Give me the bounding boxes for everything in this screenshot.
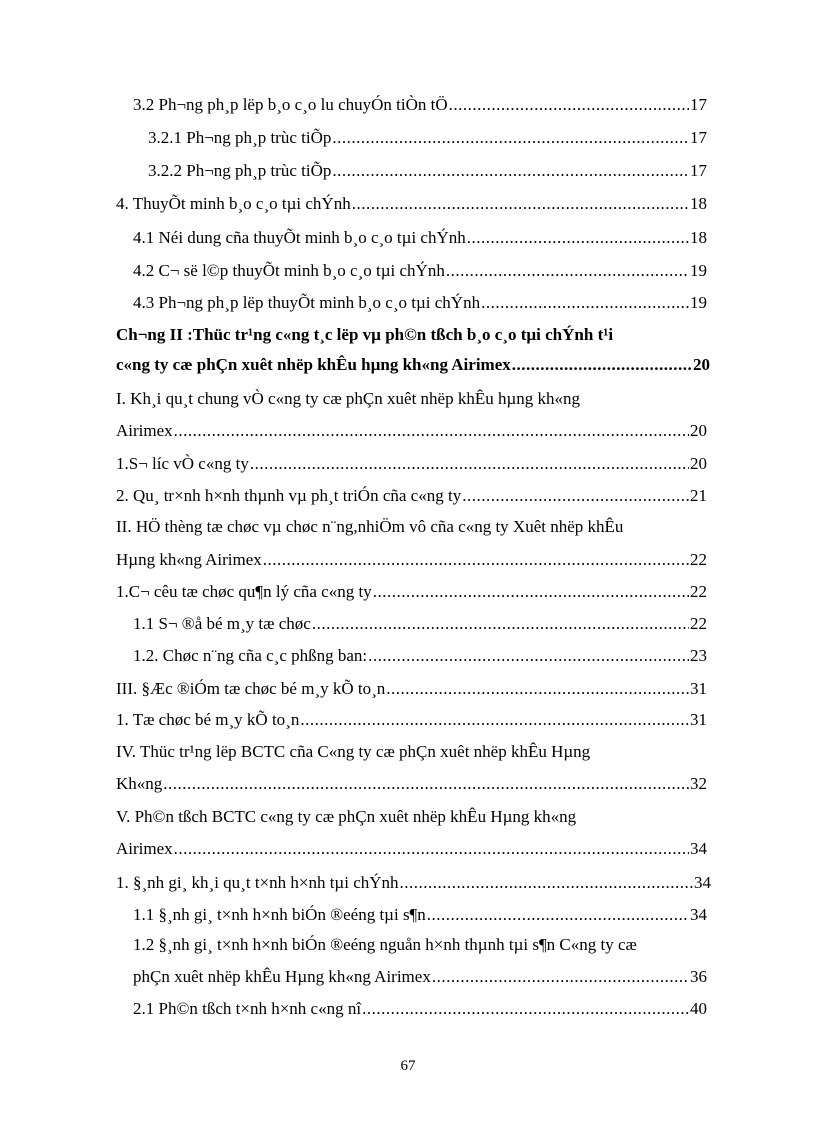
toc-entry (148, 127, 707, 149)
dot-leader (449, 94, 689, 116)
toc-entry-title: Hµng kh«ng Airimex (116, 550, 262, 569)
toc-entry-title: 1.S¬ líc vÒ c«ng ty (116, 454, 249, 473)
toc-entry-title: I. Kh¸i qu¸t chung vÒ c«ng ty cæ phÇn xuêt nhëp khÊu hµng kh«ng (116, 389, 581, 408)
toc-entry-title: 2.1 Ph©n tßch t×nh h×nh c«ng nî (133, 999, 362, 1018)
dot-leader (427, 904, 689, 926)
dot-leader (174, 838, 689, 860)
dot-leader (263, 549, 689, 571)
toc-entry-page: 32 (690, 774, 707, 793)
toc-entry-title: 1. Tæ chøc bé m¸y kÕ to¸n (116, 710, 300, 729)
toc-entry (116, 388, 580, 410)
toc-entry (133, 645, 707, 667)
dot-leader (332, 127, 689, 149)
toc-entry-title: Airimex (116, 839, 173, 858)
toc-entry (116, 549, 707, 571)
toc-entry-page: 31 (690, 679, 707, 698)
page-number: 67 (400, 1058, 416, 1074)
toc-entry-title: 1.C¬ cêu tæ chøc qu¶n lý cña c«ng ty (116, 582, 372, 601)
toc-entry (116, 806, 576, 828)
toc-entry (116, 485, 707, 507)
toc-entry-title: Ch¬ng II :Thüc tr¹ng c«ng t¸c lëp vµ ph©n tßch b¸o c¸o tµi chÝnh t¹i (116, 325, 614, 344)
toc-entry-title: 4. ThuyÕt minh b¸o c¸o tµi chÝnh (116, 194, 351, 213)
toc-entry-page: 34 (690, 905, 707, 924)
toc-entry-title: 1.1 §¸nh gi¸ t×nh h×nh biÓn ®eéng tµi s¶n (133, 905, 426, 924)
toc-entry (133, 904, 707, 926)
toc-entry-page: 22 (690, 614, 707, 633)
toc-entry-page: 19 (690, 293, 707, 312)
dot-leader (512, 354, 692, 376)
toc-entry-page: 18 (690, 194, 707, 213)
toc-entry (116, 453, 707, 475)
toc-entry (148, 160, 707, 182)
dot-leader (400, 872, 693, 894)
dot-leader (373, 581, 689, 603)
toc-entry (133, 934, 637, 956)
toc-entry-page: 34 (690, 839, 707, 858)
toc-entry (116, 354, 710, 376)
toc-entry (133, 260, 707, 282)
toc-entry-title: 2. Qu¸ tr×nh h×nh thµnh vµ ph¸t triÓn cña c«ng ty (116, 486, 462, 505)
dot-leader (462, 485, 689, 507)
dot-leader (352, 193, 689, 215)
toc-entry-title: 3.2.2 Ph¬ng ph¸p trùc tiÕp (148, 161, 332, 180)
dot-leader (300, 709, 689, 731)
toc-entry-title: 1.2. Chøc n¨ng cña c¸c phßng ban: (133, 646, 368, 665)
toc-entry (133, 227, 707, 249)
toc-entry (116, 516, 623, 538)
toc-entry (133, 613, 707, 635)
toc-entry-title: 1.2 §¸nh gi¸ t×nh h×nh biÓn ®eéng nguån h×nh thµnh tµi s¶n C«ng ty cæ (133, 935, 637, 954)
toc-entry-title: Kh«ng (116, 774, 163, 793)
toc-entry-title: IV. Thüc tr¹ng lëp BCTC cña C«ng ty cæ phÇn xuêt nhëp khÊu Hµng (116, 742, 591, 761)
toc-entry-page: 23 (690, 646, 707, 665)
dot-leader (332, 160, 689, 182)
dot-leader (432, 966, 689, 988)
dot-leader (368, 645, 689, 667)
toc-entry-title: c«ng ty cæ phÇn xuêt nhëp khÊu hµng kh«ng Airimex (116, 355, 511, 374)
toc-entry (116, 193, 707, 215)
toc-entry (116, 741, 590, 763)
toc-entry-page: 17 (690, 161, 707, 180)
toc-entry-page: 36 (690, 967, 707, 986)
dot-leader (362, 998, 689, 1020)
toc-entry-page: 20 (690, 421, 707, 440)
toc-entry (116, 581, 707, 603)
toc-entry-page: 31 (690, 710, 707, 729)
dot-leader (481, 292, 689, 314)
toc-entry-page: 22 (690, 582, 707, 601)
dot-leader (467, 227, 689, 249)
toc-entry (116, 838, 707, 860)
toc-entry (133, 292, 707, 314)
toc-entry-title: 4.1 Néi dung cña thuyÕt minh b¸o c¸o tµi chÝnh (133, 228, 466, 247)
toc-entry (133, 966, 707, 988)
toc-entry-title: 4.2 C¬ së l©p thuyÕt minh b¸o c¸o tµi chÝnh (133, 261, 445, 280)
dot-leader (312, 613, 689, 635)
toc-entry-page: 17 (690, 128, 707, 147)
toc-entry-title: Airimex (116, 421, 173, 440)
toc-entry-page: 34 (694, 873, 711, 892)
toc-entry (116, 324, 613, 346)
toc-entry-title: 3.2 Ph¬ng ph¸p lëp b¸o c¸o lu chuyÓn tiÒn tÖ (133, 95, 448, 114)
toc-entry (133, 94, 707, 116)
toc-entry-title: 1. §¸nh gi¸ kh¸i qu¸t t×nh h×nh tµi chÝnh (116, 873, 399, 892)
toc-entry-page: 18 (690, 228, 707, 247)
toc-entry-page: 21 (690, 486, 707, 505)
dot-leader (174, 420, 689, 442)
toc-entry-page: 20 (693, 355, 710, 374)
toc-entry-page: 40 (690, 999, 707, 1018)
dot-leader (250, 453, 689, 475)
toc-entry (116, 678, 707, 700)
toc-entry (116, 420, 707, 442)
toc-entry-title: 3.2.1 Ph¬ng ph¸p trùc tiÕp (148, 128, 332, 147)
toc-entry-page: 22 (690, 550, 707, 569)
toc-entry (116, 709, 707, 731)
toc-entry (133, 998, 707, 1020)
toc-entry-title: V. Ph©n tßch BCTC c«ng ty cæ phÇn xuêt nhëp khÊu Hµng kh«ng (116, 807, 577, 826)
toc-entry-title: 4.3 Ph¬ng ph¸p lëp thuyÕt minh b¸o c¸o tµi chÝnh (133, 293, 481, 312)
dot-leader (446, 260, 689, 282)
toc-entry-title: phÇn xuêt nhëp khÊu Hµng kh«ng Airimex (133, 967, 431, 986)
toc-entry-title: 1.1 S¬ ®å bé m¸y tæ chøc (133, 614, 311, 633)
toc-entry (116, 872, 711, 894)
toc-entry-page: 20 (690, 454, 707, 473)
toc-entry (116, 773, 707, 795)
dot-leader (163, 773, 689, 795)
toc-entry-title: III. §Æc ®iÓm tæ chøc bé m¸y kÕ to¸n (116, 679, 386, 698)
toc-entry-page: 19 (690, 261, 707, 280)
toc-entry-title: II. HÖ thèng tæ chøc vµ chøc n¨ng,nhiÖm vô cña c«ng ty Xuêt nhëp khÊu (116, 517, 624, 536)
toc-entry-page: 17 (690, 95, 707, 114)
dot-leader (386, 678, 689, 700)
